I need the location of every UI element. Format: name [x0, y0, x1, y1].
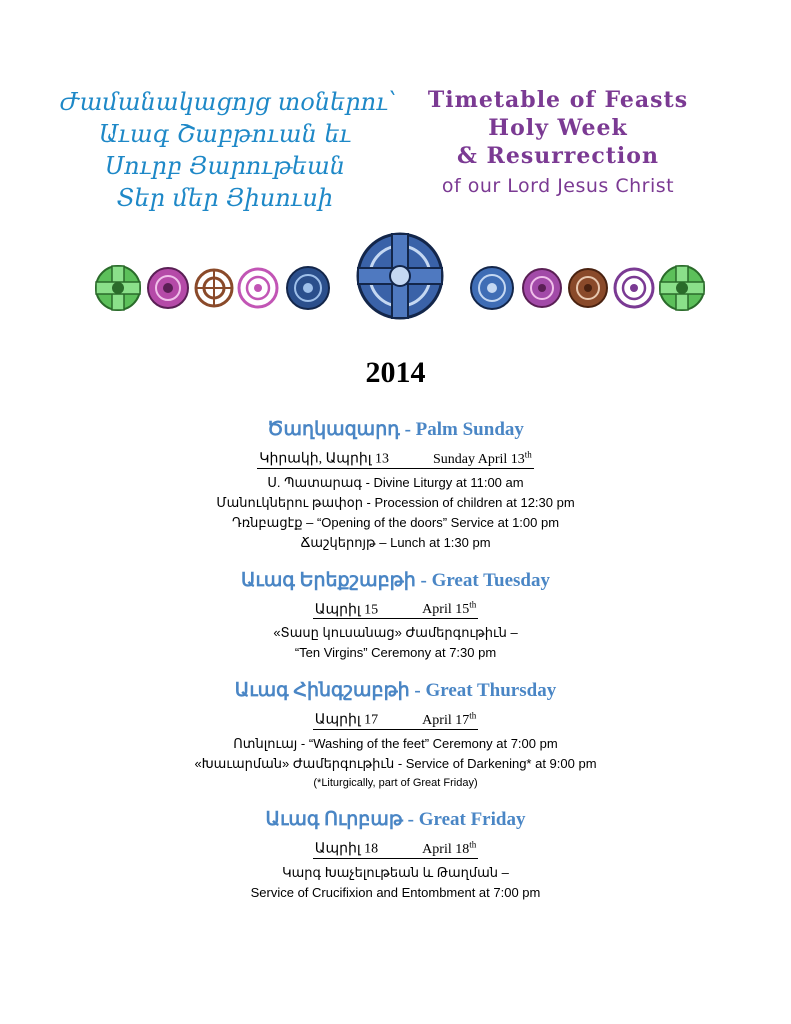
date-armenian: Կիրակի, Ապրիլ 13 — [259, 451, 389, 467]
section-great-tuesday — [0, 569, 791, 664]
footnote: (*Liturgically, part of Great Friday) — [313, 776, 478, 789]
armenian-header-line: Տեր մեր Յիսուսի — [116, 184, 334, 212]
armenian-header-line: Սուրբ Յարութեան — [104, 152, 346, 180]
english-header-subtitle: of our Lord Jesus Christ — [441, 175, 675, 197]
date-armenian: Ապրիլ 18 — [314, 841, 379, 857]
schedule-item: “Ten Virgins” Ceremony at 7:30 pm — [294, 645, 497, 661]
date-english: April 18th — [422, 838, 477, 857]
central-blue-knot-icon — [358, 234, 442, 318]
date-line — [257, 446, 534, 469]
date-english: Sunday April 13th — [433, 449, 532, 467]
armenian-header-line: Աւագ Շաբթուան եւ — [98, 120, 352, 148]
schedule-item: Service of Crucifixion and Entombment at 7:00 pm — [250, 884, 541, 900]
date-line — [313, 836, 479, 859]
schedule — [0, 418, 791, 919]
celtic-knot-ornament — [80, 228, 720, 328]
date-armenian: Ապրիլ 15 — [314, 602, 379, 618]
magenta-knot-icon — [523, 269, 561, 307]
schedule-item: «Տասը կուսանաց» Ժամերգութիւն – — [273, 625, 518, 641]
date-line — [313, 707, 479, 730]
armenian-header-line: Ժամանակացոյց տօներու՝ — [60, 88, 397, 116]
english-header — [418, 86, 698, 200]
section-great-thursday — [0, 679, 791, 792]
date-armenian: Ապրիլ 17 — [314, 712, 379, 728]
date-line — [313, 597, 479, 620]
section-title: Աւագ Հինգշաբթի - Great Thursday — [234, 680, 557, 702]
schedule-item: Ճաշկերոյթ – Lunch at 1:30 pm — [300, 534, 491, 550]
english-header-line: Timetable of Feasts — [427, 87, 689, 113]
section-great-friday — [0, 808, 791, 903]
blue-knot-icon — [287, 267, 329, 309]
schedule-item: Ս. Պատարագ - Divine Liturgy at 11:00 am — [267, 474, 524, 490]
armenian-header — [60, 86, 397, 214]
green-cross-knot-icon — [660, 266, 704, 310]
section-title: Աւագ Երեքշաբթի - Great Tuesday — [241, 569, 550, 591]
schedule-item: Դռնբացէք – “Opening of the doors” Service at 1:00 pm — [231, 514, 560, 530]
schedule-item: Կարգ Խաչելութեան և Թաղման – — [282, 864, 509, 880]
brown-knot-icon — [569, 269, 607, 307]
section-palm-sunday — [0, 418, 791, 553]
green-cross-knot-icon — [96, 266, 140, 310]
english-header-line: & Resurrection — [457, 143, 659, 169]
purple-knot-icon — [615, 269, 653, 307]
pink-knot-icon — [239, 269, 277, 307]
schedule-item: Մանուկներու թափօր - Procession of children at 12:30 pm — [216, 494, 575, 510]
date-english: April 15th — [422, 599, 477, 618]
year-heading: 2014 — [365, 356, 426, 389]
magenta-knot-icon — [148, 268, 188, 308]
date-english: April 17th — [422, 710, 477, 728]
schedule-item: Ոտնլուայ - “Washing of the feet” Ceremony at 7:00 pm — [233, 735, 558, 751]
english-header-line: Holy Week — [488, 115, 628, 141]
blue-knot-icon — [471, 267, 513, 309]
schedule-item: «Խաւարման» Ժամերգութիւն - Service of Darkening* at 9:00 pm — [194, 755, 597, 771]
section-title: Ծաղկազարդ - Palm Sunday — [267, 419, 524, 440]
brown-knot-icon — [196, 270, 232, 306]
section-title: Աւագ Ուրբաթ - Great Friday — [265, 808, 526, 830]
